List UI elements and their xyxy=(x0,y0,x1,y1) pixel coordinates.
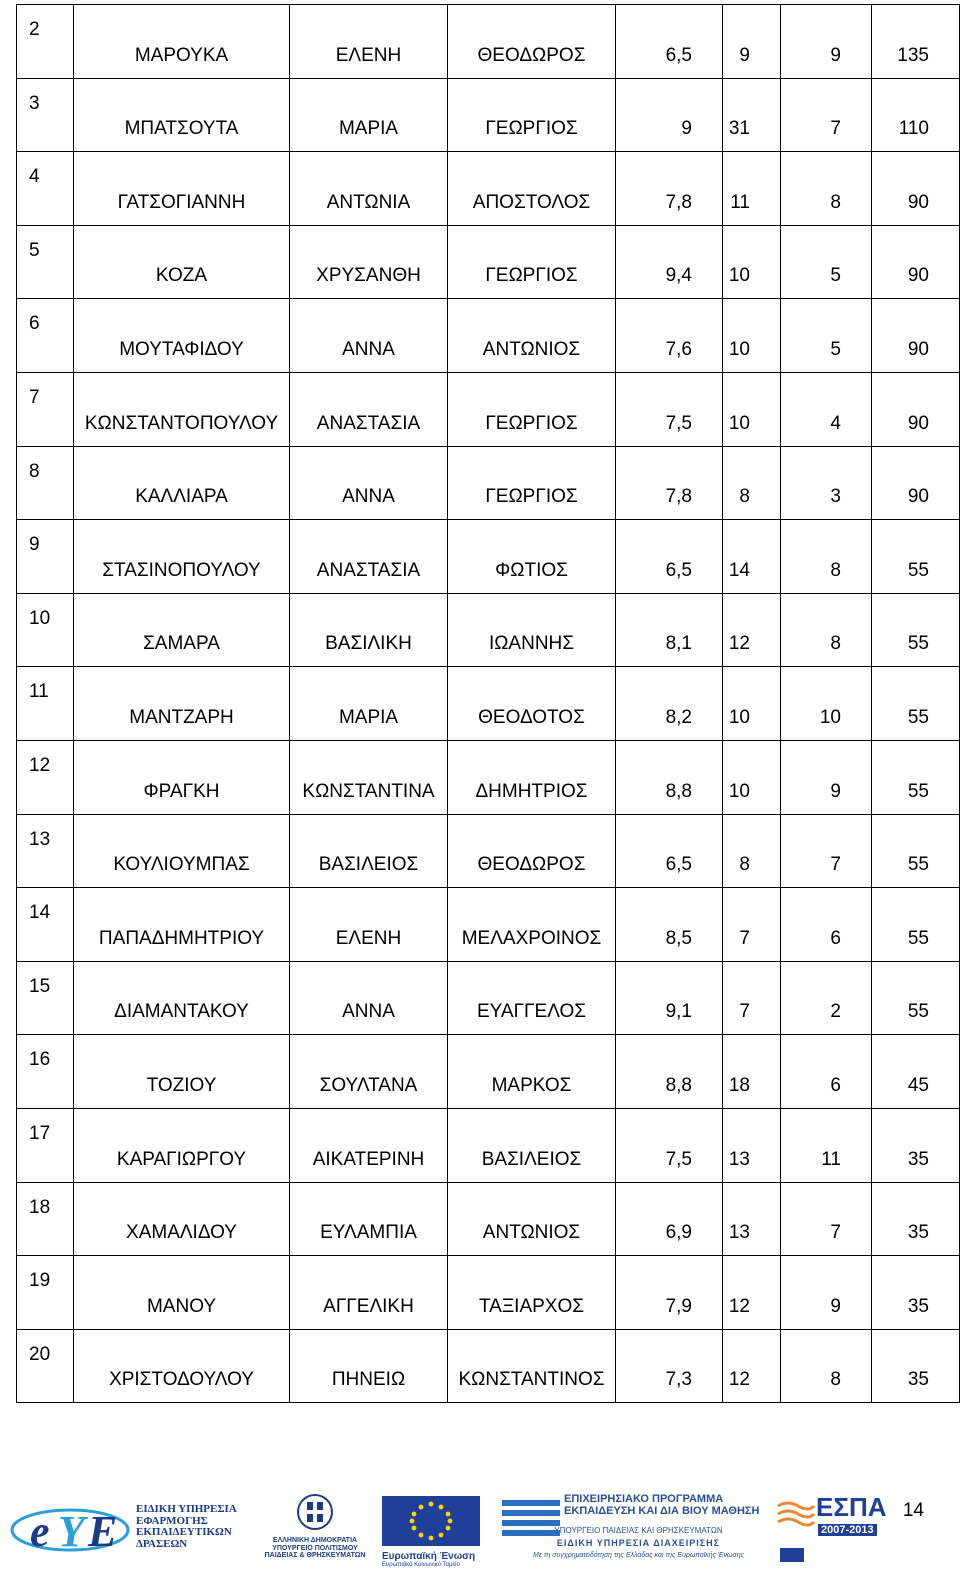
father-name-cell: ΘΕΟΔΩΡΟΣ xyxy=(448,5,616,79)
surname-cell: ΧΑΜΑΛΙΔΟΥ xyxy=(74,1182,290,1256)
first-name-cell: ΑΓΓΕΛΙΚΗ xyxy=(290,1256,448,1330)
points-b-cell: 4 xyxy=(781,372,872,446)
total-points-cell: 55 xyxy=(872,520,960,594)
father-name-cell: ΑΠΟΣΤΟΛΟΣ xyxy=(448,152,616,226)
table-row xyxy=(17,1256,960,1330)
row-number: 11 xyxy=(17,667,74,741)
row-number: 15 xyxy=(17,961,74,1035)
results-table xyxy=(16,4,960,1403)
svg-text:Y: Y xyxy=(58,1507,85,1556)
row-number: 18 xyxy=(17,1182,74,1256)
points-b-cell: 9 xyxy=(781,1256,872,1330)
grade-cell: 9 xyxy=(616,78,723,152)
points-b-cell: 8 xyxy=(781,1329,872,1403)
total-points-cell: 35 xyxy=(872,1329,960,1403)
points-b-cell: 3 xyxy=(781,446,872,520)
table-row xyxy=(17,78,960,152)
father-name-cell: ΓΕΩΡΓΙΟΣ xyxy=(448,372,616,446)
surname-cell: ΜΑΝΟΥ xyxy=(74,1256,290,1330)
points-a-cell: 12 xyxy=(723,1256,781,1330)
row-number: 19 xyxy=(17,1256,74,1330)
points-a-cell: 13 xyxy=(723,1182,781,1256)
grade-cell: 6,9 xyxy=(616,1182,723,1256)
father-name-cell: ΘΕΟΔΟΤΟΣ xyxy=(448,667,616,741)
row-number: 6 xyxy=(17,299,74,373)
greek-emblem-icon xyxy=(295,1492,335,1532)
table-row xyxy=(17,520,960,594)
points-b-cell: 6 xyxy=(781,1035,872,1109)
grade-cell: 8,8 xyxy=(616,1035,723,1109)
points-a-cell: 7 xyxy=(723,961,781,1035)
eye-logo xyxy=(8,1496,248,1560)
first-name-cell: ΑΝΝΑ xyxy=(290,299,448,373)
row-number: 16 xyxy=(17,1035,74,1109)
father-name-cell: ΚΩΝΣΤΑΝΤΙΝΟΣ xyxy=(448,1329,616,1403)
eye-logo-text: ΕΙΔΙΚΗ ΥΠΗΡΕΣΙΑ ΕΦΑΡΜΟΓΗΣ ΕΚΠΑΙΔΕΥΤΙΚΩΝ ΔΡΑΣΕΩΝ xyxy=(136,1503,237,1550)
table-row xyxy=(17,5,960,79)
table-row xyxy=(17,593,960,667)
grade-cell: 6,5 xyxy=(616,520,723,594)
father-name-cell: ΑΝΤΩΝΙΟΣ xyxy=(448,1182,616,1256)
first-name-cell: ΣΟΥΛΤΑΝΑ xyxy=(290,1035,448,1109)
row-number: 14 xyxy=(17,888,74,962)
father-name-cell: ΑΝΤΩΝΙΟΣ xyxy=(448,299,616,373)
table-row xyxy=(17,1329,960,1403)
first-name-cell: ΑΝΑΣΤΑΣΙΑ xyxy=(290,372,448,446)
points-a-cell: 18 xyxy=(723,1035,781,1109)
points-b-cell: 9 xyxy=(781,740,872,814)
row-number: 13 xyxy=(17,814,74,888)
table-row xyxy=(17,152,960,226)
total-points-cell: 35 xyxy=(872,1108,960,1182)
surname-cell: ΚΟΥΛΙΟΥΜΠΑΣ xyxy=(74,814,290,888)
father-name-cell: ΤΑΞΙΑΡΧΟΣ xyxy=(448,1256,616,1330)
first-name-cell: ΕΥΛΑΜΠΙΑ xyxy=(290,1182,448,1256)
total-points-cell: 55 xyxy=(872,667,960,741)
table-row xyxy=(17,740,960,814)
row-number: 3 xyxy=(17,78,74,152)
espa-wave-icon xyxy=(776,1498,816,1532)
row-number: 17 xyxy=(17,1108,74,1182)
points-a-cell: 8 xyxy=(723,814,781,888)
points-b-cell: 10 xyxy=(781,667,872,741)
points-a-cell: 7 xyxy=(723,888,781,962)
total-points-cell: 110 xyxy=(872,78,960,152)
svg-text:E: E xyxy=(88,1507,118,1556)
first-name-cell: ΑΝΤΩΝΙΑ xyxy=(290,152,448,226)
points-b-cell: 8 xyxy=(781,152,872,226)
first-name-cell: ΕΛΕΝΗ xyxy=(290,888,448,962)
father-name-cell: ΙΩΑΝΝΗΣ xyxy=(448,593,616,667)
points-a-cell: 9 xyxy=(723,5,781,79)
grade-cell: 8,2 xyxy=(616,667,723,741)
first-name-cell: ΕΛΕΝΗ xyxy=(290,5,448,79)
total-points-cell: 55 xyxy=(872,814,960,888)
total-points-cell: 35 xyxy=(872,1182,960,1256)
grade-cell: 8,1 xyxy=(616,593,723,667)
table-row xyxy=(17,372,960,446)
points-a-cell: 10 xyxy=(723,299,781,373)
espa-logo xyxy=(776,1492,886,1564)
first-name-cell: ΧΡΥΣΑΝΘΗ xyxy=(290,225,448,299)
father-name-cell: ΔΗΜΗΤΡΙΟΣ xyxy=(448,740,616,814)
father-name-cell: ΓΕΩΡΓΙΟΣ xyxy=(448,225,616,299)
row-number: 2 xyxy=(17,5,74,79)
row-number: 7 xyxy=(17,372,74,446)
first-name-cell: ΜΑΡΙΑ xyxy=(290,667,448,741)
table-row xyxy=(17,299,960,373)
grade-cell: 8,8 xyxy=(616,740,723,814)
points-a-cell: 31 xyxy=(723,78,781,152)
points-b-cell: 7 xyxy=(781,1182,872,1256)
eu-subtext: Ευρωπαϊκό Κοινωνικό Ταμείο xyxy=(382,1562,460,1568)
points-b-cell: 2 xyxy=(781,961,872,1035)
points-a-cell: 10 xyxy=(723,667,781,741)
eu-flag-icon xyxy=(382,1496,480,1546)
program-logo xyxy=(502,1492,772,1564)
points-b-cell: 11 xyxy=(781,1108,872,1182)
total-points-cell: 90 xyxy=(872,225,960,299)
first-name-cell: ΑΙΚΑΤΕΡΙΝΗ xyxy=(290,1108,448,1182)
first-name-cell: ΒΑΣΙΛΙΚΗ xyxy=(290,593,448,667)
row-number: 5 xyxy=(17,225,74,299)
points-b-cell: 8 xyxy=(781,520,872,594)
first-name-cell: ΑΝΝΑ xyxy=(290,446,448,520)
row-number: 9 xyxy=(17,520,74,594)
row-number: 8 xyxy=(17,446,74,520)
total-points-cell: 135 xyxy=(872,5,960,79)
table-row xyxy=(17,888,960,962)
father-name-cell: ΜΑΡΚΟΣ xyxy=(448,1035,616,1109)
surname-cell: ΚΑΡΑΓΙΩΡΓΟΥ xyxy=(74,1108,290,1182)
surname-cell: ΜΑΝΤΖΑΡΗ xyxy=(74,667,290,741)
points-b-cell: 5 xyxy=(781,299,872,373)
total-points-cell: 90 xyxy=(872,446,960,520)
table-row xyxy=(17,1035,960,1109)
father-name-cell: ΒΑΣΙΛΕΙΟΣ xyxy=(448,1108,616,1182)
points-a-cell: 14 xyxy=(723,520,781,594)
first-name-cell: ΑΝΑΣΤΑΣΙΑ xyxy=(290,520,448,594)
points-b-cell: 9 xyxy=(781,5,872,79)
grade-cell: 7,8 xyxy=(616,446,723,520)
eu-logo xyxy=(382,1496,480,1568)
first-name-cell: ΒΑΣΙΛΕΙΟΣ xyxy=(290,814,448,888)
table-row xyxy=(17,667,960,741)
table-row xyxy=(17,446,960,520)
surname-cell: ΔΙΑΜΑΝΤΑΚΟΥ xyxy=(74,961,290,1035)
points-b-cell: 5 xyxy=(781,225,872,299)
points-a-cell: 10 xyxy=(723,225,781,299)
program-agency: ΕΙΔΙΚΗ ΥΠΗΡΕΣΙΑ ΔΙΑΧΕΙΡΙΣΗΣ xyxy=(556,1538,721,1548)
total-points-cell: 55 xyxy=(872,593,960,667)
surname-cell: ΤΟΖΙΟΥ xyxy=(74,1035,290,1109)
surname-cell: ΠΑΠΑΔΗΜΗΤΡΙΟΥ xyxy=(74,888,290,962)
father-name-cell: ΕΥΑΓΓΕΛΟΣ xyxy=(448,961,616,1035)
grade-cell: 7,9 xyxy=(616,1256,723,1330)
row-number: 10 xyxy=(17,593,74,667)
total-points-cell: 55 xyxy=(872,961,960,1035)
points-b-cell: 7 xyxy=(781,78,872,152)
surname-cell: ΚΟΖΑ xyxy=(74,225,290,299)
eye-logo-icon xyxy=(8,1496,138,1560)
eu-text: Ευρωπαϊκή Ένωση xyxy=(382,1551,476,1562)
father-name-cell: ΦΩΤΙΟΣ xyxy=(448,520,616,594)
points-a-cell: 11 xyxy=(723,152,781,226)
ministry-text: ΕΛΛΗΝΙΚΗ ΔΗΜΟΚΡΑΤΙΑ ΥΠΟΥΡΓΕΙΟ ΠΟΛΙΤΙΣΜΟΥ ΠΑΙΔΕΙΑΣ & ΘΡΗΣΚΕΥΜΑΤΩΝ xyxy=(264,1537,366,1560)
table-row xyxy=(17,225,960,299)
father-name-cell: ΘΕΟΔΩΡΟΣ xyxy=(448,814,616,888)
espa-text: ΕΣΠΑ xyxy=(816,1492,887,1522)
first-name-cell: ΚΩΝΣΤΑΝΤΙΝΑ xyxy=(290,740,448,814)
first-name-cell: ΜΑΡΙΑ xyxy=(290,78,448,152)
grade-cell: 8,5 xyxy=(616,888,723,962)
footer-logos xyxy=(0,1490,960,1568)
page-number: 14 xyxy=(902,1500,924,1521)
total-points-cell: 55 xyxy=(872,740,960,814)
row-number: 12 xyxy=(17,740,74,814)
points-b-cell: 6 xyxy=(781,888,872,962)
surname-cell: ΜΟΥΤΑΦΙΔΟΥ xyxy=(74,299,290,373)
surname-cell: ΓΑΤΣΟΓΙΑΝΝΗ xyxy=(74,152,290,226)
points-a-cell: 12 xyxy=(723,1329,781,1403)
surname-cell: ΣΑΜΑΡΑ xyxy=(74,593,290,667)
points-a-cell: 10 xyxy=(723,740,781,814)
father-name-cell: ΓΕΩΡΓΙΟΣ xyxy=(448,446,616,520)
row-number: 20 xyxy=(17,1329,74,1403)
svg-text:e: e xyxy=(30,1507,50,1556)
grade-cell: 7,5 xyxy=(616,1108,723,1182)
points-b-cell: 7 xyxy=(781,814,872,888)
points-b-cell: 8 xyxy=(781,593,872,667)
points-a-cell: 13 xyxy=(723,1108,781,1182)
first-name-cell: ΑΝΝΑ xyxy=(290,961,448,1035)
grade-cell: 7,8 xyxy=(616,152,723,226)
grade-cell: 6,5 xyxy=(616,814,723,888)
total-points-cell: 90 xyxy=(872,299,960,373)
program-cofund: Με τη συγχρηματοδότηση της Ελλάδας και της Ευρωπαϊκής Ένωσης xyxy=(533,1552,744,1559)
surname-cell: ΚΩΝΣΤΑΝΤΟΠΟΥΛΟΥ xyxy=(74,372,290,446)
father-name-cell: ΜΕΛΑΧΡΟΙΝΟΣ xyxy=(448,888,616,962)
surname-cell: ΜΑΡΟΥΚΑ xyxy=(74,5,290,79)
points-a-cell: 8 xyxy=(723,446,781,520)
surname-cell: ΚΑΛΛΙΑΡΑ xyxy=(74,446,290,520)
total-points-cell: 90 xyxy=(872,152,960,226)
grade-cell: 7,6 xyxy=(616,299,723,373)
surname-cell: ΣΤΑΣΙΝΟΠΟΥΛΟΥ xyxy=(74,520,290,594)
row-number: 4 xyxy=(17,152,74,226)
total-points-cell: 55 xyxy=(872,888,960,962)
grade-cell: 7,5 xyxy=(616,372,723,446)
table-row xyxy=(17,1108,960,1182)
surname-cell: ΜΠΑΤΣΟΥΤΑ xyxy=(74,78,290,152)
points-a-cell: 12 xyxy=(723,593,781,667)
total-points-cell: 35 xyxy=(872,1256,960,1330)
ministry-logo xyxy=(255,1492,375,1562)
father-name-cell: ΓΕΩΡΓΙΟΣ xyxy=(448,78,616,152)
grade-cell: 6,5 xyxy=(616,5,723,79)
espa-years: 2007-2013 xyxy=(818,1524,877,1536)
surname-cell: ΦΡΑΓΚΗ xyxy=(74,740,290,814)
points-a-cell: 10 xyxy=(723,372,781,446)
grade-cell: 7,3 xyxy=(616,1329,723,1403)
grade-cell: 9,4 xyxy=(616,225,723,299)
first-name-cell: ΠΗΝΕΙΩ xyxy=(290,1329,448,1403)
program-title: ΕΠΙΧΕΙΡΗΣΙΑΚΟ ΠΡΟΓΡΑΜΜΑ ΕΚΠΑΙΔΕΥΣΗ ΚΑΙ ΔΙΑ ΒΙΟΥ ΜΑΘΗΣΗ xyxy=(564,1493,760,1517)
table-row xyxy=(17,814,960,888)
espa-eu-flag-icon xyxy=(780,1548,804,1562)
surname-cell: ΧΡΙΣΤΟΔΟΥΛΟΥ xyxy=(74,1329,290,1403)
program-sub: ΥΠΟΥΡΓΕΙΟ ΠΑΙΔΕΙΑΣ ΚΑΙ ΘΡΗΣΚΕΥΜΑΤΩΝ xyxy=(554,1526,723,1535)
total-points-cell: 45 xyxy=(872,1035,960,1109)
table-row xyxy=(17,1182,960,1256)
grade-cell: 9,1 xyxy=(616,961,723,1035)
total-points-cell: 90 xyxy=(872,372,960,446)
table-row xyxy=(17,961,960,1035)
